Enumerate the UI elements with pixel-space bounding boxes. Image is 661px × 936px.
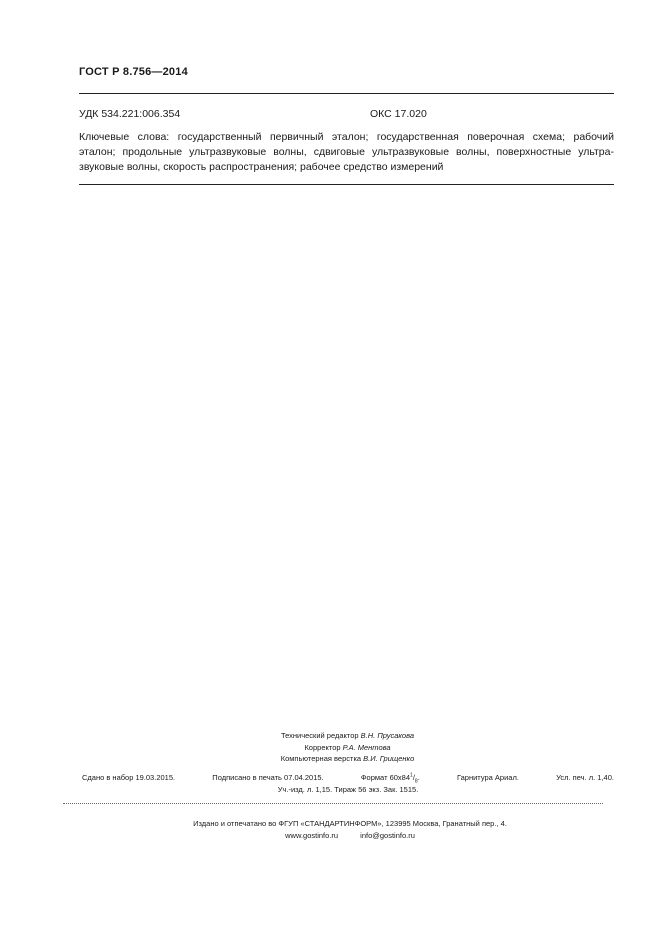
email-link[interactable]: info@gostinfo.ru bbox=[360, 831, 415, 840]
udk-code: УДК 534.221:006.354 bbox=[79, 108, 181, 120]
oks-code: ОКС 17.020 bbox=[370, 108, 427, 120]
printer-address: Издано и отпечатано во ФГУП «СТАНДАРТИНФОРМ», 123995 Москва, Гранатный пер., 4. bbox=[193, 819, 507, 828]
keywords-line: эталон; продольные ультразвуковые волны, сдвиговые ультразвуковые волны, поверхностные ультра- bbox=[79, 146, 614, 158]
standard-title: ГОСТ Р 8.756—2014 bbox=[79, 66, 188, 78]
tech-editor-name: В.Н. Прусакова bbox=[360, 731, 415, 740]
printer-contacts bbox=[100, 830, 600, 842]
publishing-divider bbox=[63, 803, 603, 804]
keywords-paragraph bbox=[79, 130, 614, 175]
layout-name: В.И. Грищенко bbox=[363, 754, 415, 763]
publishing-row-2: Уч.-изд. л. 1,15. Тираж 56 экз. Зак. 1515. bbox=[277, 784, 419, 794]
paper-format: Формат $60x84^1/_8$. bbox=[360, 772, 420, 785]
credits-block bbox=[180, 730, 515, 765]
sent-to-set-date: Сдано в набор 19.03.2015. bbox=[82, 773, 176, 782]
corrector-label: Корректор bbox=[304, 742, 341, 752]
keywords-line: Ключевые слова: государственный первичный эталон; государственная поверочная схема; рабочий bbox=[79, 131, 614, 143]
layout-label: Компьютерная верстка bbox=[280, 754, 362, 763]
corrector-name: Р.А. Ментова bbox=[342, 742, 391, 752]
printer-info bbox=[100, 818, 600, 842]
publishing-row-1 bbox=[82, 772, 614, 784]
top-divider bbox=[79, 93, 614, 94]
signed-for-print-date: Подписано в печать 07.04.2015. bbox=[212, 773, 324, 782]
website-link[interactable]: www.gostinfo.ru bbox=[285, 831, 339, 840]
corrector-credit bbox=[180, 742, 515, 754]
layout-credit bbox=[180, 753, 515, 765]
print-sheets: Усл. печ. л. 1,40. bbox=[556, 773, 614, 782]
typeface: Гарнитура Ариал. bbox=[456, 773, 519, 782]
tech-editor-credit bbox=[180, 730, 515, 742]
publishing-info bbox=[82, 772, 614, 795]
keywords-divider bbox=[79, 184, 614, 185]
keywords-line: звуковые волны, скорость распространения; рабочее средство измерений bbox=[79, 161, 444, 173]
tech-editor-label: Технический редактор bbox=[280, 731, 359, 740]
